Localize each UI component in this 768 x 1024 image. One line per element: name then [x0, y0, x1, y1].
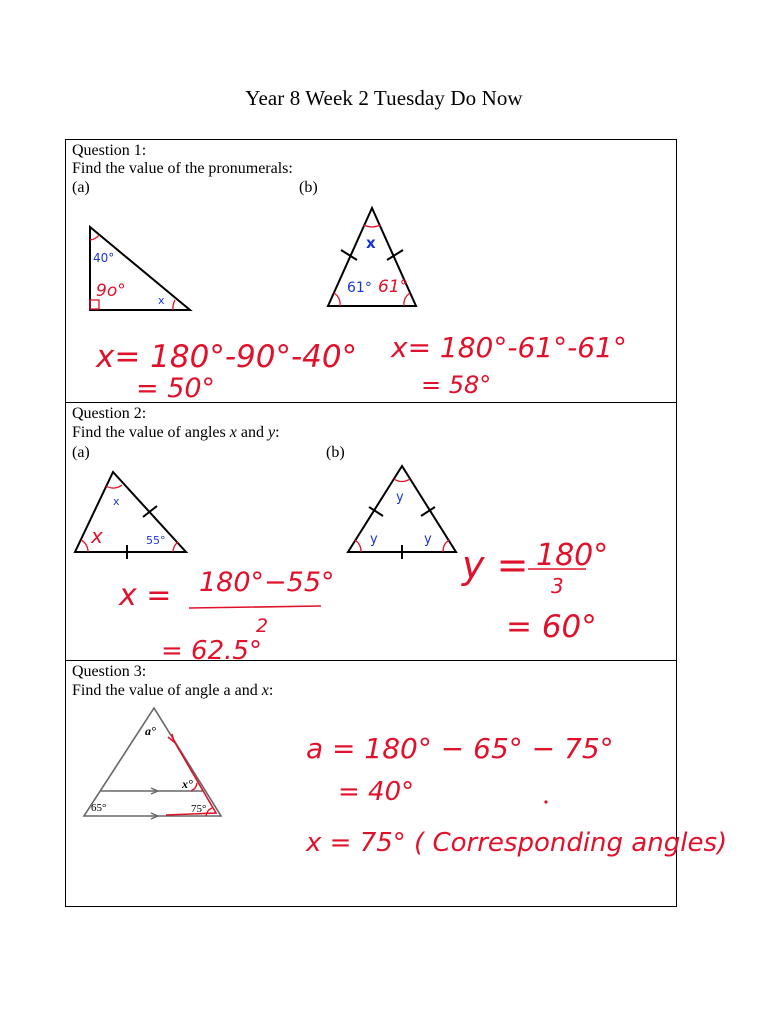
- q1a-angle-90-label: 9o°: [96, 281, 126, 301]
- q1a-angle-40-label: 40°: [93, 251, 115, 265]
- q3-working-line3: x = 75° ( Corresponding angles): [306, 828, 728, 858]
- question-2-box: [65, 402, 677, 666]
- q2-prompt-start: Find the value of angles: [72, 424, 230, 441]
- question-3-box: [65, 660, 728, 907]
- q1b-working-line2: = 58°: [421, 371, 492, 399]
- q2-prompt-var-x: x: [229, 424, 237, 441]
- q2a-angle-55-label: 55°: [146, 534, 166, 547]
- q3-angle-a-label: a°: [145, 724, 156, 738]
- q2-part-a-label: (a): [72, 444, 90, 461]
- q1-part-b-label: (b): [299, 179, 318, 196]
- q2b-angle-right-y: y: [424, 532, 432, 547]
- q3-triangle-with-parallel-lines: [84, 708, 221, 819]
- q2a-working-denominator: 2: [256, 615, 269, 637]
- q3-working-line1: a = 180° − 65° − 75°: [306, 732, 614, 765]
- q2-heading: Question 2:: [72, 405, 147, 422]
- q3-prompt-var-x: x: [261, 682, 269, 699]
- q2-part-b-label: (b): [326, 444, 345, 461]
- page-title: Year 8 Week 2 Tuesday Do Now: [245, 86, 523, 110]
- q3-prompt-start: Find the value of angle a and: [72, 682, 262, 699]
- q1b-unknown-x: x: [366, 234, 376, 252]
- q2-prompt-and: and: [236, 424, 268, 441]
- q3-angle-65-label: 65°: [91, 802, 107, 814]
- q1-part-a-label: (a): [72, 179, 90, 196]
- q2b-working-result: = 60°: [506, 609, 597, 645]
- q1-heading: Question 1:: [72, 142, 147, 159]
- q1a-working-line1: x= 180°-90°-40°: [96, 339, 358, 375]
- q2-prompt-var-y: y: [267, 424, 276, 441]
- q1a-unknown-x: x: [158, 294, 165, 307]
- q2a-unknown-top-x: x: [113, 495, 120, 508]
- q1b-angle-right-label: 61°: [378, 277, 409, 297]
- q1-prompt: Find the value of the pronumerals:: [72, 160, 293, 177]
- q3-angle-x-label: x°: [182, 777, 193, 791]
- q1b-working-line1: x= 180°-61°-61°: [391, 331, 627, 364]
- q1b-triangle: [328, 208, 416, 306]
- q2b-working-lhs: y =: [462, 543, 529, 587]
- q3-heading: Question 3:: [72, 663, 147, 680]
- q2a-working-lhs: x =: [119, 578, 172, 613]
- q1-figures: [66, 140, 678, 404]
- q1b-angle-left-label: 61°: [347, 280, 372, 296]
- q3-angle-75-label: 75°: [191, 803, 207, 815]
- q2a-working-result: = 62.5°: [161, 636, 262, 666]
- q2a-triangle: [75, 472, 186, 559]
- question-1-box: [65, 139, 677, 403]
- q3-figure-and-working: [66, 661, 728, 908]
- q2b-working-denominator: 3: [551, 574, 564, 598]
- q3-working-line2: = 40°: [338, 777, 415, 807]
- q2b-angle-top-y: y: [396, 490, 404, 505]
- q3-prompt-colon: :: [268, 682, 274, 699]
- q2a-working-numerator: 180°−55°: [199, 567, 335, 598]
- q2b-triangle: [348, 466, 456, 559]
- q2-figures: [66, 403, 678, 666]
- q2b-working-numerator: 180°: [536, 538, 609, 573]
- q1a-working-line2: = 50°: [136, 373, 216, 404]
- q2b-angle-left-y: y: [370, 532, 378, 547]
- q2-prompt-colon: :: [275, 424, 280, 441]
- q2a-unknown-left-x: x: [91, 524, 103, 548]
- q1a-triangle: [90, 227, 190, 310]
